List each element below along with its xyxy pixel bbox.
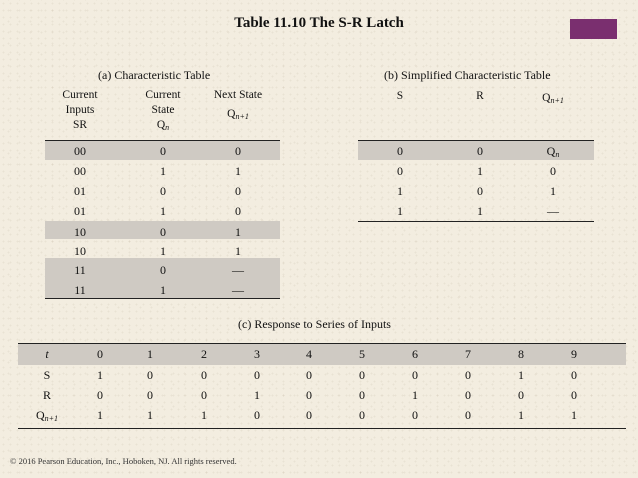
table-c-cell: 5 xyxy=(359,347,365,361)
table-b-cell xyxy=(530,142,576,164)
cell-sub: n xyxy=(555,150,560,159)
table-b-bottom-rule xyxy=(358,221,594,222)
cell-value: 0 xyxy=(477,184,483,198)
table-c-cell: 1 xyxy=(201,408,207,422)
table-c-row-label xyxy=(22,366,72,384)
row-label-text: R xyxy=(42,388,51,402)
table-c-cell: 0 xyxy=(306,408,312,422)
cell-value: 1 xyxy=(397,184,403,198)
header-q: Q xyxy=(227,108,236,120)
table-c-cell: 1 xyxy=(147,408,153,422)
table-b-cell xyxy=(388,182,412,200)
table-c-cell: 0 xyxy=(359,408,365,422)
table-c-cell: 1 xyxy=(571,408,577,422)
table-c-cell: 1 xyxy=(518,368,524,382)
table-c-cell: 7 xyxy=(465,347,471,361)
table-a-cell: 10 xyxy=(74,225,86,239)
cell-value: 1 xyxy=(550,184,556,198)
table-a-cell: 01 xyxy=(74,184,86,198)
table-c-cell: 0 xyxy=(254,368,260,382)
table-a-cell: 0 xyxy=(160,225,166,239)
table-b-cell xyxy=(530,202,576,220)
table-b-cell xyxy=(468,182,492,200)
table-a-cell: — xyxy=(232,283,244,297)
table-a-cell: 1 xyxy=(160,244,166,258)
header-line xyxy=(202,107,274,124)
cell-value: 0 xyxy=(477,144,483,158)
header-line: Next State xyxy=(213,89,263,101)
header-line: SR xyxy=(72,119,88,131)
table-c-cell: 0 xyxy=(97,388,103,402)
table-b-header-r: R xyxy=(476,90,484,102)
table-a-cell: 1 xyxy=(235,164,241,178)
table-b-header-q xyxy=(530,91,576,108)
header-line xyxy=(128,118,198,135)
table-c-cell: 6 xyxy=(412,347,418,361)
table-c-cell: 0 xyxy=(412,408,418,422)
table-c-cell: 1 xyxy=(97,368,103,382)
table-b-cell xyxy=(468,202,492,220)
table-a-header-state xyxy=(128,88,198,135)
table-c-cell: 0 xyxy=(254,408,260,422)
header-line: Inputs xyxy=(65,104,95,116)
cell-value: 1 xyxy=(397,204,403,218)
table-a-header-inputs xyxy=(45,88,115,133)
table-a-cell: 00 xyxy=(74,144,86,158)
table-b-cell xyxy=(388,142,412,160)
table-a-cell: — xyxy=(232,263,244,277)
table-c-row-label xyxy=(22,386,72,404)
header-sub: n+1 xyxy=(235,112,249,121)
table-c-cell: 0 xyxy=(518,388,524,402)
table-a-cell: 1 xyxy=(235,225,241,239)
table-c-row-label xyxy=(22,406,72,428)
table-c-cell: 9 xyxy=(571,347,577,361)
table-c-cell: 1 xyxy=(412,388,418,402)
table-a-cell: 1 xyxy=(160,283,166,297)
table-a-header-next xyxy=(202,88,274,124)
table-a-cell: 1 xyxy=(235,244,241,258)
table-c-row-label xyxy=(22,345,72,363)
header-line: Current xyxy=(62,89,98,101)
cell-value: 1 xyxy=(477,164,483,178)
table-c-cell: 0 xyxy=(306,388,312,402)
page-title: Table 11.10 The S-R Latch xyxy=(234,15,404,31)
table-c-cell: 0 xyxy=(201,388,207,402)
cell-value: — xyxy=(547,204,559,218)
table-c-cell: 1 xyxy=(518,408,524,422)
table-c-cell: 3 xyxy=(254,347,260,361)
table-c-cell: 0 xyxy=(465,368,471,382)
table-b-cell xyxy=(530,182,576,200)
table-c-cell: 8 xyxy=(518,347,524,361)
table-b-cell xyxy=(530,162,576,180)
table-c-cell: 0 xyxy=(201,368,207,382)
cell-value: 1 xyxy=(477,204,483,218)
table-a-cell: 0 xyxy=(160,144,166,158)
table-c-cell: 0 xyxy=(359,368,365,382)
table-a-cell: 11 xyxy=(74,283,86,297)
copyright-footer: © 2016 Pearson Education, Inc., Hoboken, NJ. All rights reserved. xyxy=(10,456,237,466)
table-c-cell: 1 xyxy=(254,388,260,402)
table-a-cell: 10 xyxy=(74,244,86,258)
table-c-cell: 4 xyxy=(306,347,312,361)
table-a-cell: 0 xyxy=(235,184,241,198)
table-c-cell: 1 xyxy=(97,408,103,422)
cell-value: 0 xyxy=(397,164,403,178)
table-b-cell xyxy=(468,162,492,180)
cell-value: Q xyxy=(546,144,556,158)
table-c-caption: (c) Response to Series of Inputs xyxy=(238,317,391,331)
table-a-cell: 1 xyxy=(160,204,166,218)
table-b-cell xyxy=(468,142,492,160)
table-c-cell: 0 xyxy=(147,388,153,402)
table-c-cell: 0 xyxy=(571,388,577,402)
table-c-cell: 0 xyxy=(97,347,103,361)
table-a-cell: 1 xyxy=(160,164,166,178)
header-sub: n+1 xyxy=(550,96,564,105)
table-b-caption: (b) Simplified Characteristic Table xyxy=(384,68,551,82)
table-b-cell xyxy=(388,202,412,220)
table-b-cell xyxy=(388,162,412,180)
row-label-text: S xyxy=(43,368,51,382)
row-label-text: Q xyxy=(35,408,45,422)
table-c-cell: 2 xyxy=(201,347,207,361)
table-a-cell: 00 xyxy=(74,164,86,178)
table-c-cell: 0 xyxy=(147,368,153,382)
table-c-cell: 0 xyxy=(571,368,577,382)
header-line: Current xyxy=(145,89,181,101)
header-q: Q xyxy=(156,119,166,131)
table-a-cell: 11 xyxy=(74,263,86,277)
table-c-cell: 0 xyxy=(359,388,365,402)
cell-value: 0 xyxy=(397,144,403,158)
table-a-cell: 0 xyxy=(235,144,241,158)
table-c-bottom-rule xyxy=(18,428,626,429)
row-label-sub: n+1 xyxy=(44,414,59,423)
header-q: Q xyxy=(542,92,551,104)
table-a-cell: 0 xyxy=(160,263,166,277)
table-a-cell: 0 xyxy=(160,184,166,198)
table-a-caption: (a) Characteristic Table xyxy=(98,68,211,82)
table-c-cell: 0 xyxy=(465,408,471,422)
table-b-header-s: S xyxy=(396,90,404,102)
row-label-text: t xyxy=(45,347,49,361)
table-c-cell: 0 xyxy=(412,368,418,382)
table-a-cell: 01 xyxy=(74,204,86,218)
table-c-cell: 0 xyxy=(465,388,471,402)
table-c-cell: 1 xyxy=(147,347,153,361)
cell-value: 0 xyxy=(550,164,556,178)
header-sub: n xyxy=(165,123,170,132)
accent-box xyxy=(570,19,617,39)
table-c-cell: 0 xyxy=(306,368,312,382)
header-line: State xyxy=(151,104,175,116)
table-a-cell: 0 xyxy=(235,204,241,218)
